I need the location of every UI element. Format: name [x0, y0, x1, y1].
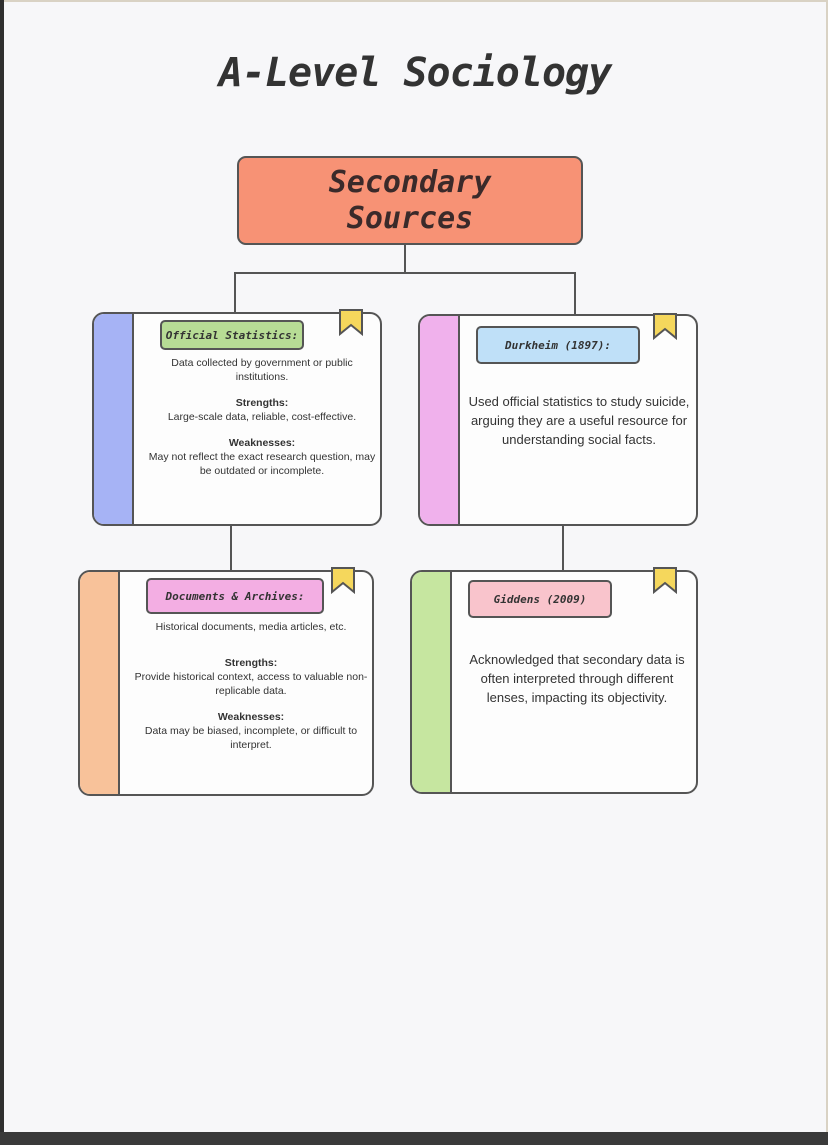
root-node — [237, 156, 583, 245]
weaknesses-heading: Weaknesses: — [217, 711, 285, 723]
card-tab — [80, 572, 120, 794]
card-tab — [94, 314, 134, 524]
weaknesses-text: May not reflect the exact research question, may be outdated or incomplete. — [148, 451, 376, 477]
weaknesses-heading: Weaknesses: — [228, 437, 296, 449]
bookmark-icon — [652, 566, 678, 594]
strengths-text: Large-scale data, reliable, cost-effective. — [167, 411, 357, 423]
card-label-documents-archives: Documents & Archives: — [146, 578, 324, 614]
card-giddens — [410, 570, 698, 794]
card-body — [130, 620, 372, 764]
card-description: Historical documents, media articles, etc. — [155, 621, 347, 633]
card-label-official-statistics: Official Statistics: — [160, 320, 304, 350]
card-durkheim — [418, 314, 698, 526]
card-documents-archives — [78, 570, 374, 796]
strengths-text: Provide historical context, access to valuable non-replicable data. — [134, 671, 368, 697]
table-edge — [0, 1132, 828, 1145]
bookmark-icon — [338, 308, 364, 336]
strengths-heading: Strengths: — [224, 657, 278, 669]
connector-horizontal — [234, 272, 576, 274]
card-official-statistics — [92, 312, 382, 526]
connector-left-lower — [230, 525, 232, 571]
card-tab — [420, 316, 460, 524]
bookmark-icon — [652, 312, 678, 340]
card-quote: Used official statistics to study suicide, arguing they are a useful resource for understanding social facts. — [468, 394, 690, 447]
card-description: Data collected by government or public institutions. — [171, 357, 353, 383]
card-label-durkheim: Durkheim (1897): — [476, 326, 640, 364]
page-title: A-Level Sociology — [218, 50, 612, 96]
root-node-label: Secondary Sources — [328, 164, 492, 236]
connector-left-down — [234, 272, 236, 314]
card-quote: Acknowledged that secondary data is often interpreted through different lenses, impacting its objectivity. — [469, 652, 685, 705]
connector-right-lower — [562, 526, 564, 572]
connector-right-down — [574, 272, 576, 316]
connector-root-down — [404, 245, 406, 273]
weaknesses-text: Data may be biased, incomplete, or difficult to interpret. — [144, 725, 358, 751]
strengths-heading: Strengths: — [235, 397, 289, 409]
card-tab — [412, 572, 452, 792]
card-body — [144, 356, 380, 490]
bookmark-icon — [330, 566, 356, 594]
card-label-giddens: Giddens (2009) — [468, 580, 612, 618]
